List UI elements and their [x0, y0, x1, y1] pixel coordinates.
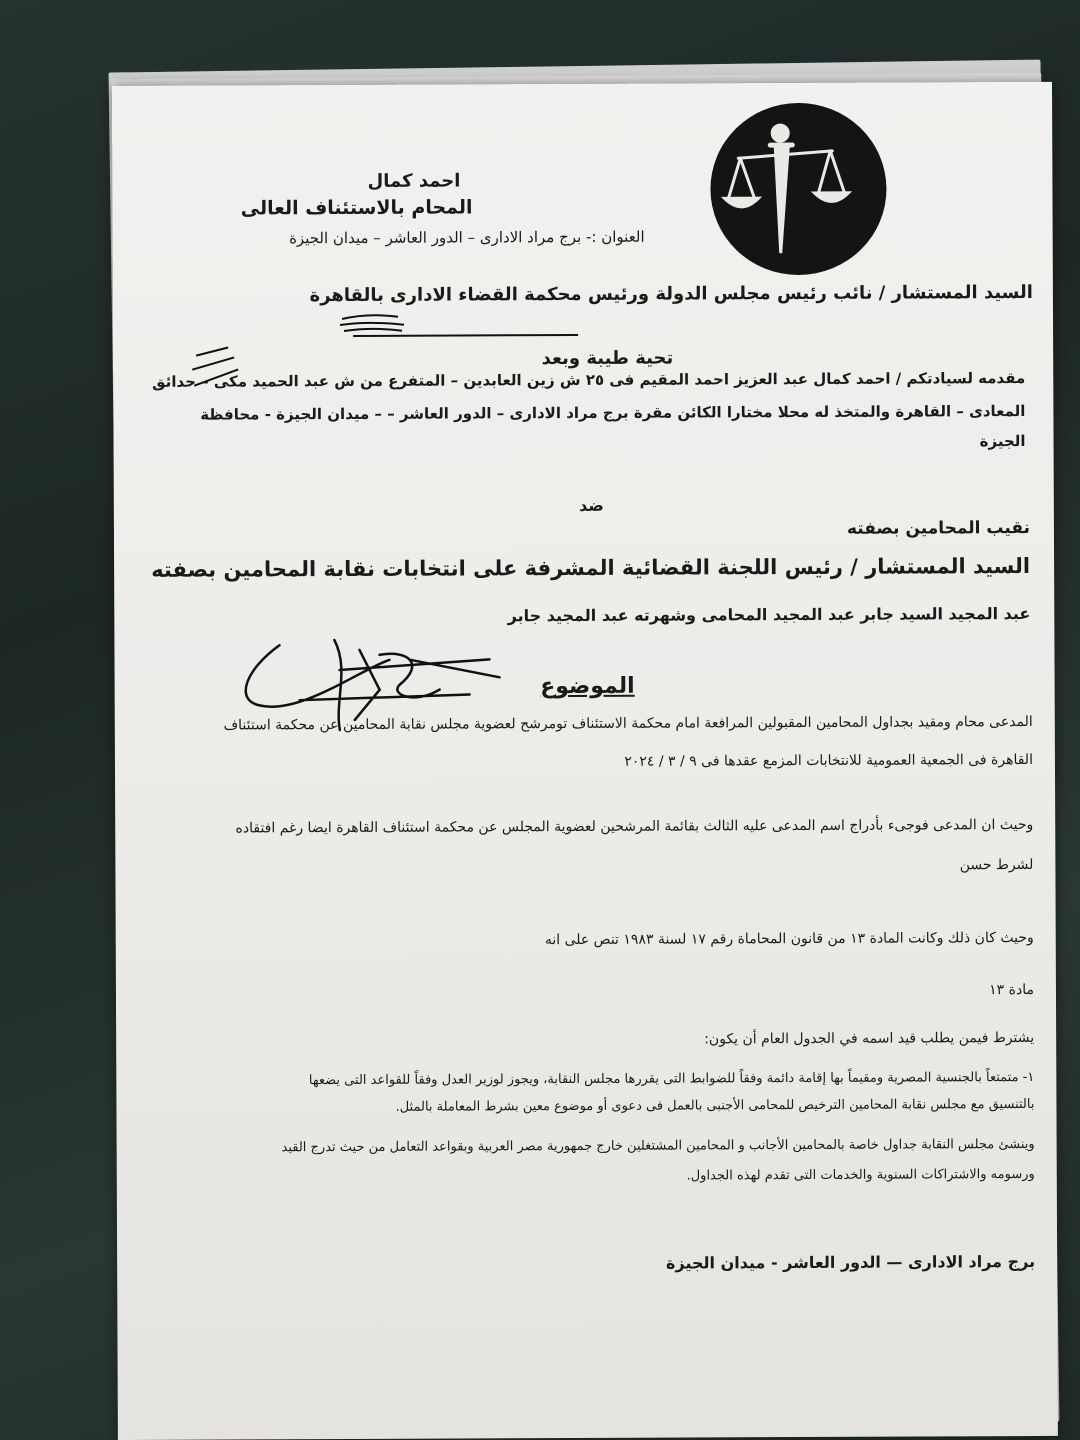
defendant-1: نقيب المحامين بصفته — [846, 517, 1030, 539]
office-address: العنوان :- برج مراد الادارى – الدور العاشر – ميدان الجيزة — [289, 227, 645, 248]
defendant-2: السيد المستشار / رئيس اللجنة القضائية المشرفة على انتخابات نقابة المحامين بصفته — [151, 553, 1031, 582]
against-label: ضد — [579, 495, 604, 515]
defendant-3: عبد المجيد السيد جابر عبد المجيد المحامى وشهرته عبد المجيد جابر — [507, 603, 1031, 626]
paragraph-line: وحيث ان المدعى فوجىء بأدراج اسم المدعى عليه الثالث بقائمة المرشحين لعضوية المجلس عن محكمة استئناف القاهرة ايضا رغم افتقاده — [235, 816, 1034, 837]
plaintiff-line-1: مقدمه لسيادتكم / احمد كمال عبد العزيز احمد المقيم فى ٢٥ ش زين العابدين – المتفرع من ش عبد الحميد مكى – حدائق — [152, 369, 1026, 391]
plaintiff-line-3: الجيزة — [979, 432, 1026, 451]
paragraph-line: لشرط حسن — [959, 856, 1034, 874]
article-number: مادة ١٣ — [989, 981, 1034, 999]
condition-line: ١- متمتعاً بالجنسية المصرية ومقيماً بها إقامة دائمة وفقاً للضوابط التى يقررها مجلس النقابة، ويجوز لوزير العدل وفقاً للقواعد التى يضعها — [308, 1069, 1035, 1089]
paragraph-line: وحيث كان ذلك وكانت المادة ١٣ من قانون المحاماة رقم ١٧ لسنة ١٩٨٣ تنص على انه — [544, 929, 1034, 949]
footer-address: برج مراد الادارى — الدور العاشر - ميدان الجيزة — [665, 1251, 1036, 1273]
condition-intro: يشترط فيمن يطلب قيد اسمه في الجدول العام أن يكون: — [704, 1029, 1035, 1048]
plaintiff-line-2: المعادى – القاهرة والمتخذ له محلا مختارا الكائن مقرة برج مراد الادارى – الدور العاشر – – ميدان الجيزة - محافظة — [200, 402, 1026, 424]
lawyer-title: المحام بالاستئناف العالى — [240, 196, 473, 220]
handwritten-mark — [338, 313, 408, 335]
condition-line: بالتنسيق مع مجلس نقابة المحامين الترخيص للمحامى الأجنبى بالعمل فى دعوى أو موضوع معين بشرط المعاملة بالمثل. — [395, 1096, 1035, 1115]
greeting: تحية طيبة وبعد — [541, 347, 674, 370]
legal-document-page — [112, 82, 1058, 1440]
addressee-title: السيد المستشار / نائب رئيس مجلس الدولة ورئيس محكمة القضاء الادارى بالقاهرة — [309, 281, 1033, 307]
paragraph-line: المدعى محام ومقيد بجداول المحامين المقبولين المرافعة امام محكمة الاستئناف تومرشح لعضوية مجلس نقابة المحامين عن محكمة استئناف — [223, 713, 1033, 734]
lawyer-name: احمد كمال — [367, 170, 461, 192]
condition-line: ورسومه والاشتراكات السنوية والخدمات التى تقدم لهذه الجداول. — [686, 1166, 1035, 1184]
scales-of-justice-with-sword-icon — [710, 103, 887, 276]
subject-heading: الموضوع — [540, 673, 635, 700]
paragraph-line: القاهرة فى الجمعية العمومية للانتخابات المزمع عقدها فى ٩ / ٣ / ٢٠٢٤ — [624, 751, 1033, 770]
condition-line: وينشئ مجلس النقابة جداول خاصة بالمحامين الأجانب و المحامين المشتغلين خارج جمهورية مصر العربية وبقواعد التعامل من حيث تدرج القيد — [281, 1136, 1035, 1156]
